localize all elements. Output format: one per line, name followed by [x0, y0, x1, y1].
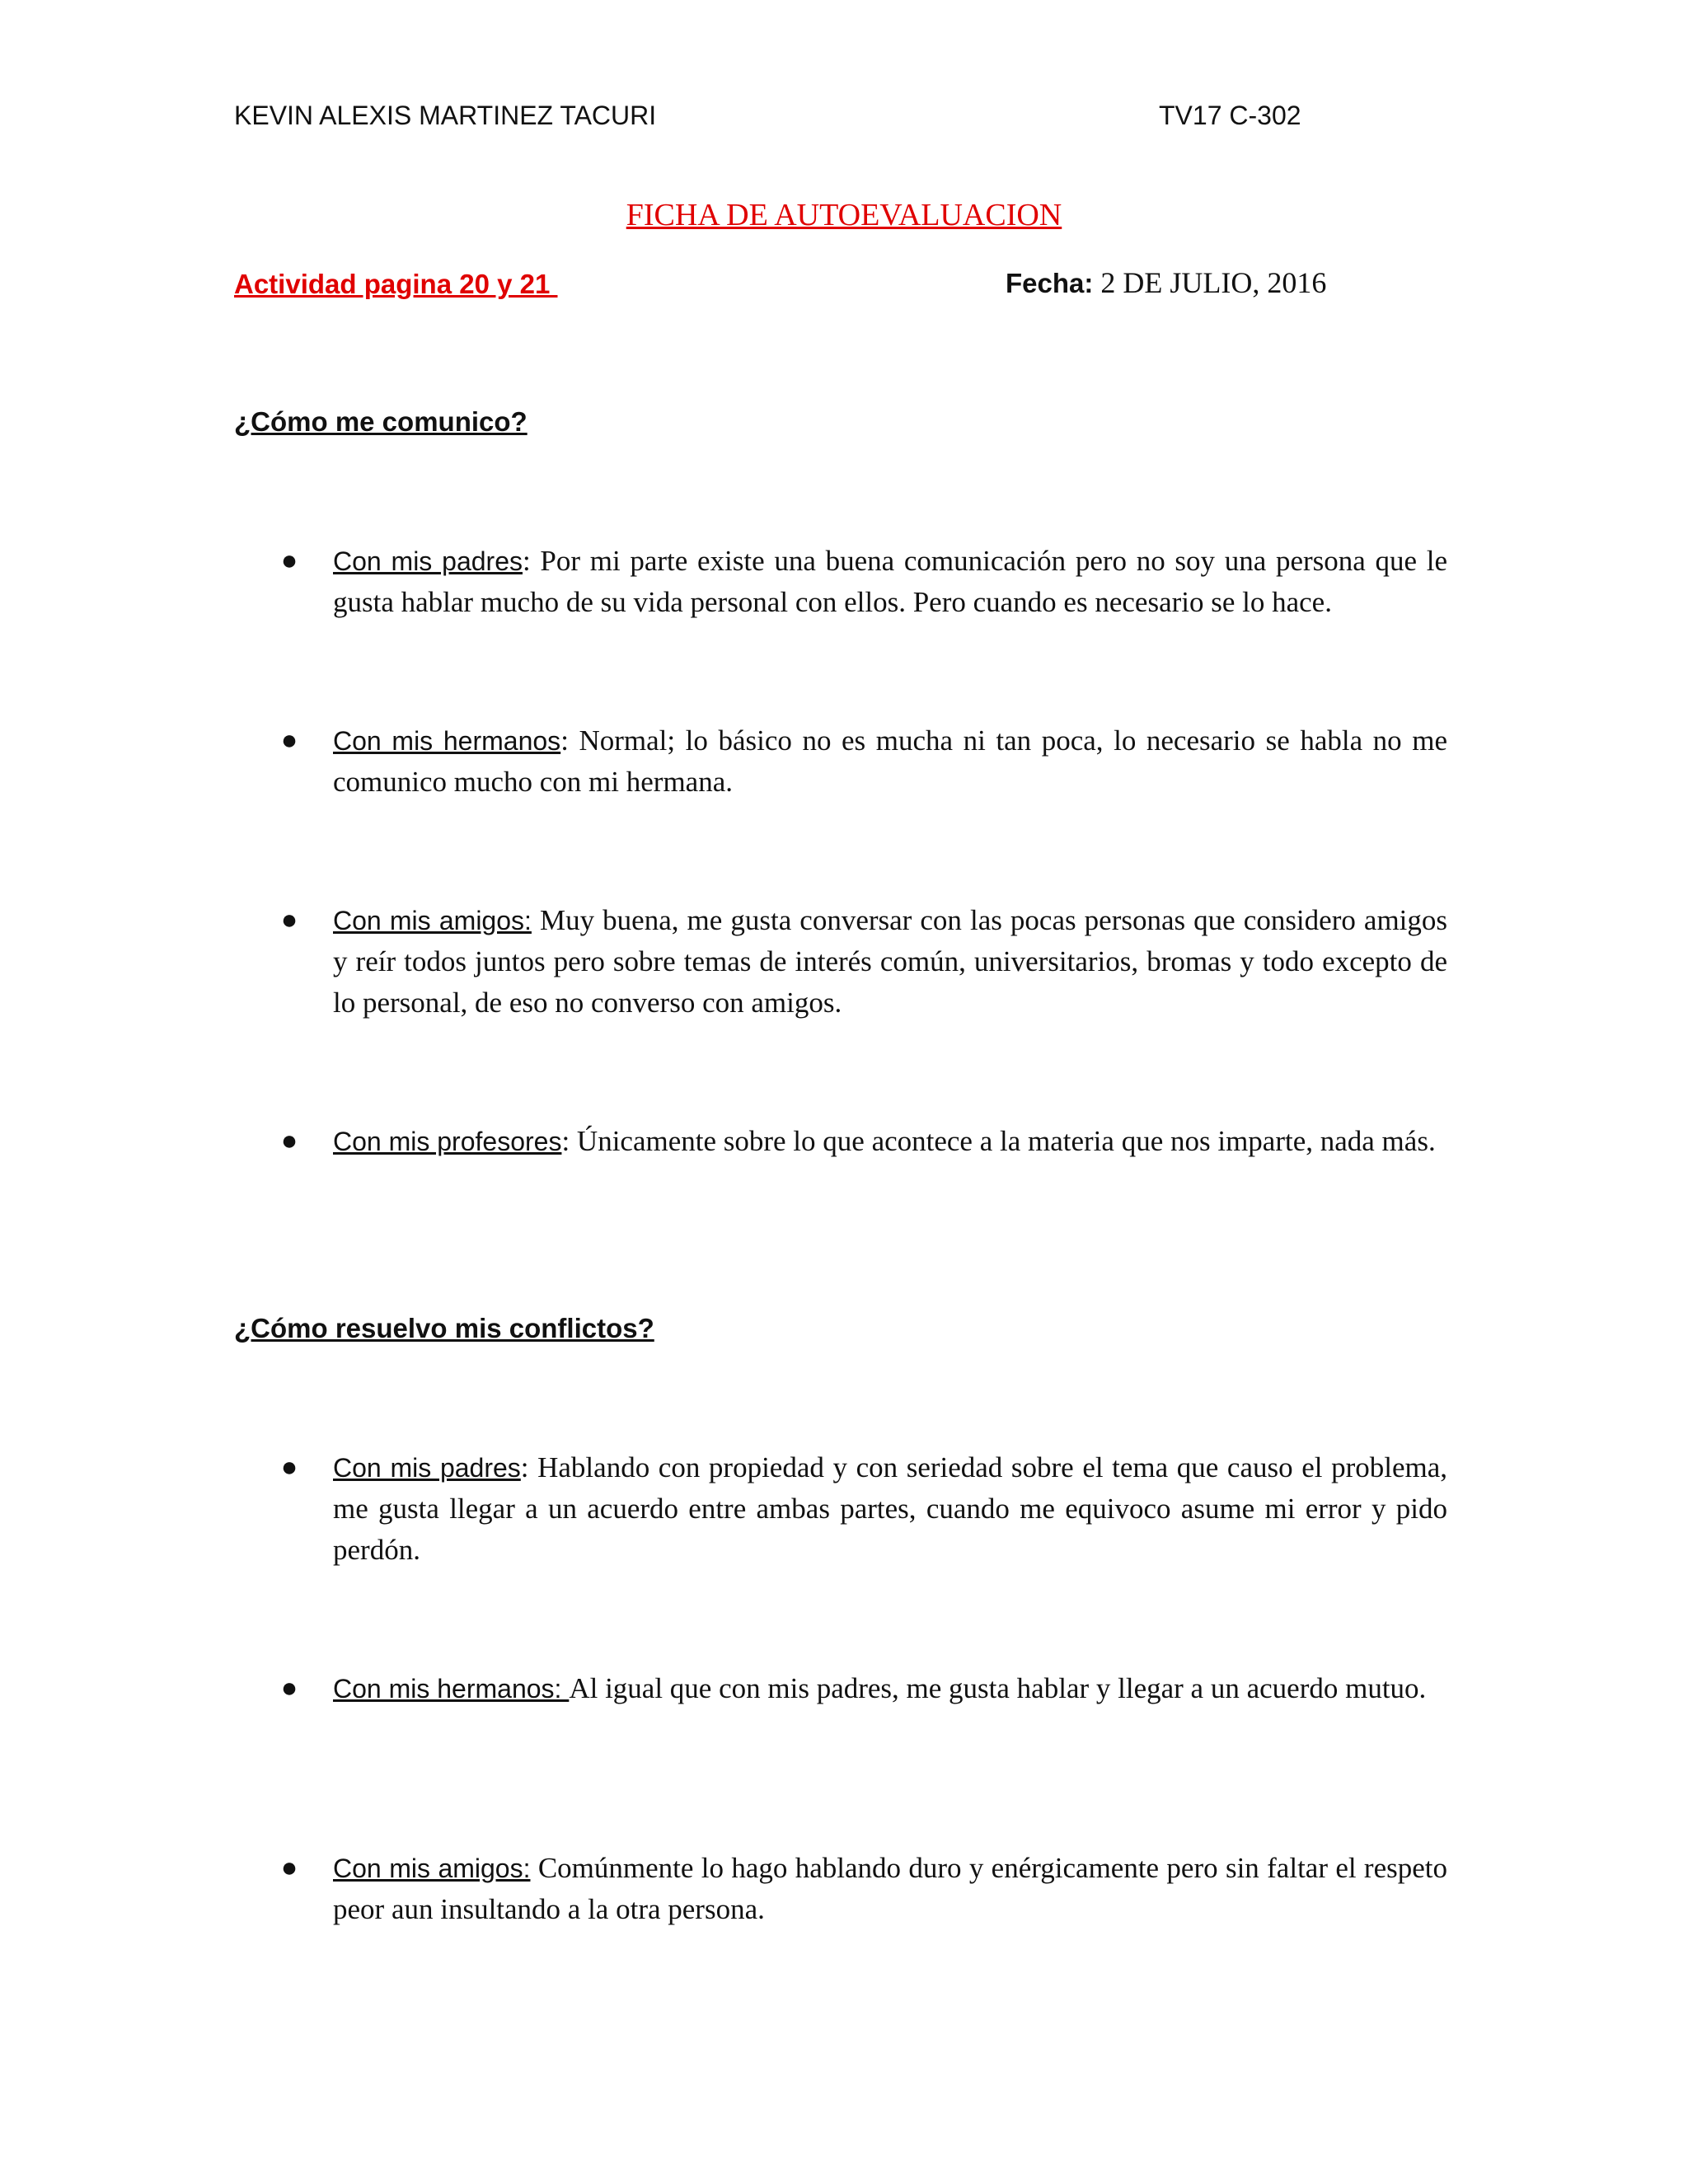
- section-heading-communication: ¿Cómo me comunico?: [234, 406, 528, 437]
- page-header: [234, 97, 1306, 134]
- course-code: TV17 C-302: [1159, 101, 1301, 130]
- bullet-icon: ●: [280, 905, 298, 935]
- date-label: Fecha:: [1006, 268, 1094, 298]
- activity-label: Actividad pagina 20 y 21: [234, 269, 558, 299]
- item-text: [333, 1848, 1447, 1930]
- item-body: : Por mi parte existe una buena comunicación pero no soy una persona que le gusta hablar mucho de su vida personal con ellos. Pero cuando es necesario se lo hace.: [333, 545, 1447, 618]
- bullet-icon: ●: [280, 725, 298, 756]
- item-body: Muy buena, me gusta conversar con las pocas personas que considero amigos y reír todos juntos pero sobre temas de interés común, universitarios, bromas y todo excepto de lo personal, de eso no converso con amigos.: [333, 904, 1448, 1019]
- bullet-icon: ●: [280, 1853, 298, 1883]
- item-text: [333, 541, 1447, 623]
- bullet-icon: ●: [280, 1673, 298, 1704]
- student-name: KEVIN ALEXIS MARTINEZ TACURI: [234, 101, 657, 130]
- item-text: [333, 1668, 1447, 1709]
- item-text: [333, 1447, 1447, 1571]
- item-label: Con mis profesores: [333, 1127, 562, 1156]
- item-label: Con mis padres: [333, 1453, 521, 1483]
- item-label: Con mis padres: [333, 546, 523, 576]
- date-value: 2 DE JULIO, 2016: [1093, 266, 1327, 299]
- item-label: Con mis amigos:: [333, 1854, 531, 1883]
- item-body: Comúnmente lo hago hablando duro y enérgicamente pero sin faltar el respeto peor aun insultando a la otra persona.: [333, 1852, 1447, 1925]
- item-label: Con mis hermanos:: [333, 1674, 570, 1704]
- bullet-icon: ●: [280, 1452, 298, 1483]
- item-text: [333, 900, 1447, 1024]
- item-body: : Únicamente sobre lo que acontece a la materia que nos imparte, nada más.: [561, 1125, 1436, 1157]
- item-body: Al igual que con mis padres, me gusta hablar y llegar a un acuerdo mutuo.: [569, 1672, 1427, 1704]
- item-text: [333, 1121, 1447, 1162]
- section-heading-conflicts: ¿Cómo resuelvo mis conflictos?: [234, 1313, 654, 1343]
- item-body: : Hablando con propiedad y con seriedad sobre el tema que causo el problema, me gusta llegar a un acuerdo entre ambas partes, cuando me equivoco asume mi error y pido perdón.: [333, 1451, 1447, 1566]
- bullet-icon: ●: [280, 1126, 298, 1156]
- item-label: Con mis amigos:: [333, 906, 532, 935]
- item-text: [333, 720, 1447, 803]
- document-title: FICHA DE AUTOEVALUACION: [626, 198, 1062, 232]
- activity-row: [234, 265, 1470, 307]
- date-line: [1006, 265, 1326, 300]
- item-body: : Normal; lo básico no es mucha ni tan poca, lo necesario se habla no me comunico mucho con mi hermana.: [333, 724, 1448, 798]
- bullet-icon: ●: [280, 546, 298, 576]
- item-label: Con mis hermanos: [333, 726, 561, 756]
